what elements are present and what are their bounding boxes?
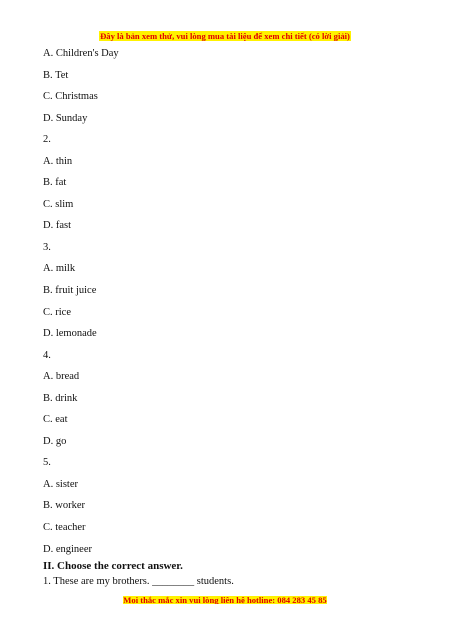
question-number: 5. (43, 457, 51, 469)
option-line: C. rice (43, 306, 71, 318)
option-line: B. worker (43, 500, 85, 512)
question-text: 1. These are my brothers. ________ students. (43, 576, 234, 588)
option-line: A. sister (43, 478, 78, 490)
option-line: D. lemonade (43, 328, 97, 340)
question-number: 2. (43, 134, 51, 146)
option-line: C. eat (43, 414, 68, 426)
hotline-banner (0, 592, 450, 604)
option-line: B. fruit juice (43, 285, 97, 297)
preview-banner (0, 26, 450, 44)
option-line: C. slim (43, 198, 74, 210)
question-number: 4. (43, 349, 51, 361)
option-line: D. engineer (43, 543, 92, 555)
option-line: B. drink (43, 392, 78, 404)
option-line: A. bread (43, 371, 80, 383)
option-line: B. fat (43, 177, 67, 189)
question-number: 3. (43, 241, 51, 253)
option-line: D. go (43, 435, 67, 447)
option-line: C. Christmas (43, 91, 98, 103)
hotline-banner-text: Mọi thắc mắc xin vui lòng liên hệ hotline: 084 283 45 85 (123, 595, 327, 604)
section-heading: II. Choose the correct answer. (43, 560, 183, 573)
option-line: D. fast (43, 220, 71, 232)
option-line: A. milk (43, 263, 76, 275)
option-line: D. Sunday (43, 112, 88, 124)
option-line: C. teacher (43, 522, 86, 534)
document-body (43, 46, 423, 589)
preview-banner-text: Đây là bản xem thử, vui lòng mua tài liệu để xem chi tiết (có lời giải) (100, 31, 350, 41)
option-line: A. thin (43, 155, 73, 167)
option-line: B. Tet (43, 69, 69, 81)
option-line: A. Children's Day (43, 48, 119, 59)
